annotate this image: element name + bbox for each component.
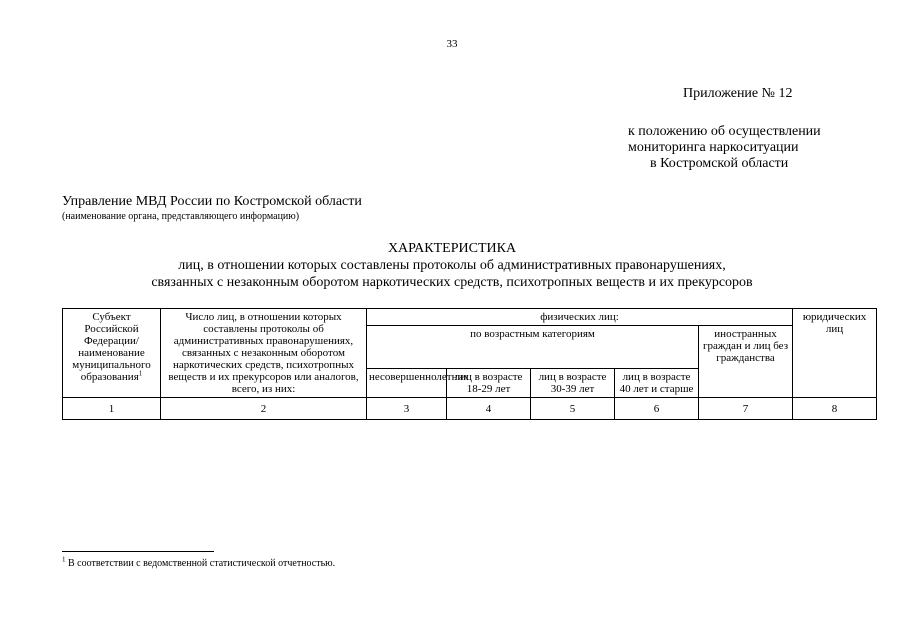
- document-title: [0, 240, 904, 291]
- column-number: 4: [447, 398, 531, 420]
- column-number: 6: [615, 398, 699, 420]
- column-number: 2: [161, 398, 367, 420]
- column-number: 8: [793, 398, 877, 420]
- header-by-age: по возрастным категориям: [367, 326, 699, 369]
- title-line-1: лиц, в отношении которых составлены протоколы об административных правонарушениях,: [178, 258, 726, 273]
- column-number: 3: [367, 398, 447, 420]
- header-age-18-29: лиц в возрасте 18-29 лет: [447, 369, 531, 398]
- footnote: [62, 555, 336, 569]
- statistics-table: [62, 308, 877, 420]
- appendix-subtitle: [628, 124, 821, 172]
- header-age-30-39: лиц в возрасте 30-39 лет: [531, 369, 615, 398]
- header-foreign: иностранных граждан и лиц без гражданства: [699, 326, 793, 398]
- appendix-subtitle-line-2: мониторинга наркоситуации: [628, 140, 799, 155]
- column-number: 7: [699, 398, 793, 420]
- footnote-mark: 1: [62, 555, 66, 564]
- org-name: Управление МВД России по Костромской области: [62, 194, 362, 209]
- column-numbers-row: [63, 398, 877, 420]
- column-number: 5: [531, 398, 615, 420]
- header-age-40-plus: лиц в возрасте 40 лет и старше: [615, 369, 699, 398]
- column-number: 1: [63, 398, 161, 420]
- header-subject-footnote-mark: 1: [138, 369, 143, 378]
- title-heading: ХАРАКТЕРИСТИКА: [387, 241, 517, 256]
- footnote-text: В соответствии с ведомственной статистической отчетностью.: [65, 558, 336, 569]
- appendix-subtitle-line-3: в Костромской области: [650, 156, 789, 171]
- header-legal: юридических лиц: [793, 309, 877, 398]
- header-physical: физических лиц:: [367, 309, 793, 326]
- footnote-divider: [62, 551, 214, 552]
- header-age-minors: несовершеннолетних: [367, 369, 447, 398]
- title-line-2: связанных с незаконным оборотом наркотических средств, психотропных веществ и их прекурсоров: [151, 275, 753, 290]
- header-subject: [63, 309, 161, 398]
- header-subject-text: Субъект Российской Федерации/ наименование муниципального образования: [72, 311, 151, 383]
- header-total: Число лиц, в отношении которых составлены протоколы об административных правонарушениях, связанных с незаконным оборотом наркотических средств, психотропных веществ и их прекурсоров или аналогов, всего, из них:: [161, 309, 367, 398]
- page-number: 33: [446, 38, 458, 50]
- appendix-subtitle-line-1: к положению об осуществлении: [628, 124, 821, 139]
- org-note: (наименование органа, представляющего информацию): [62, 211, 300, 222]
- appendix-title: Приложение № 12: [683, 86, 793, 101]
